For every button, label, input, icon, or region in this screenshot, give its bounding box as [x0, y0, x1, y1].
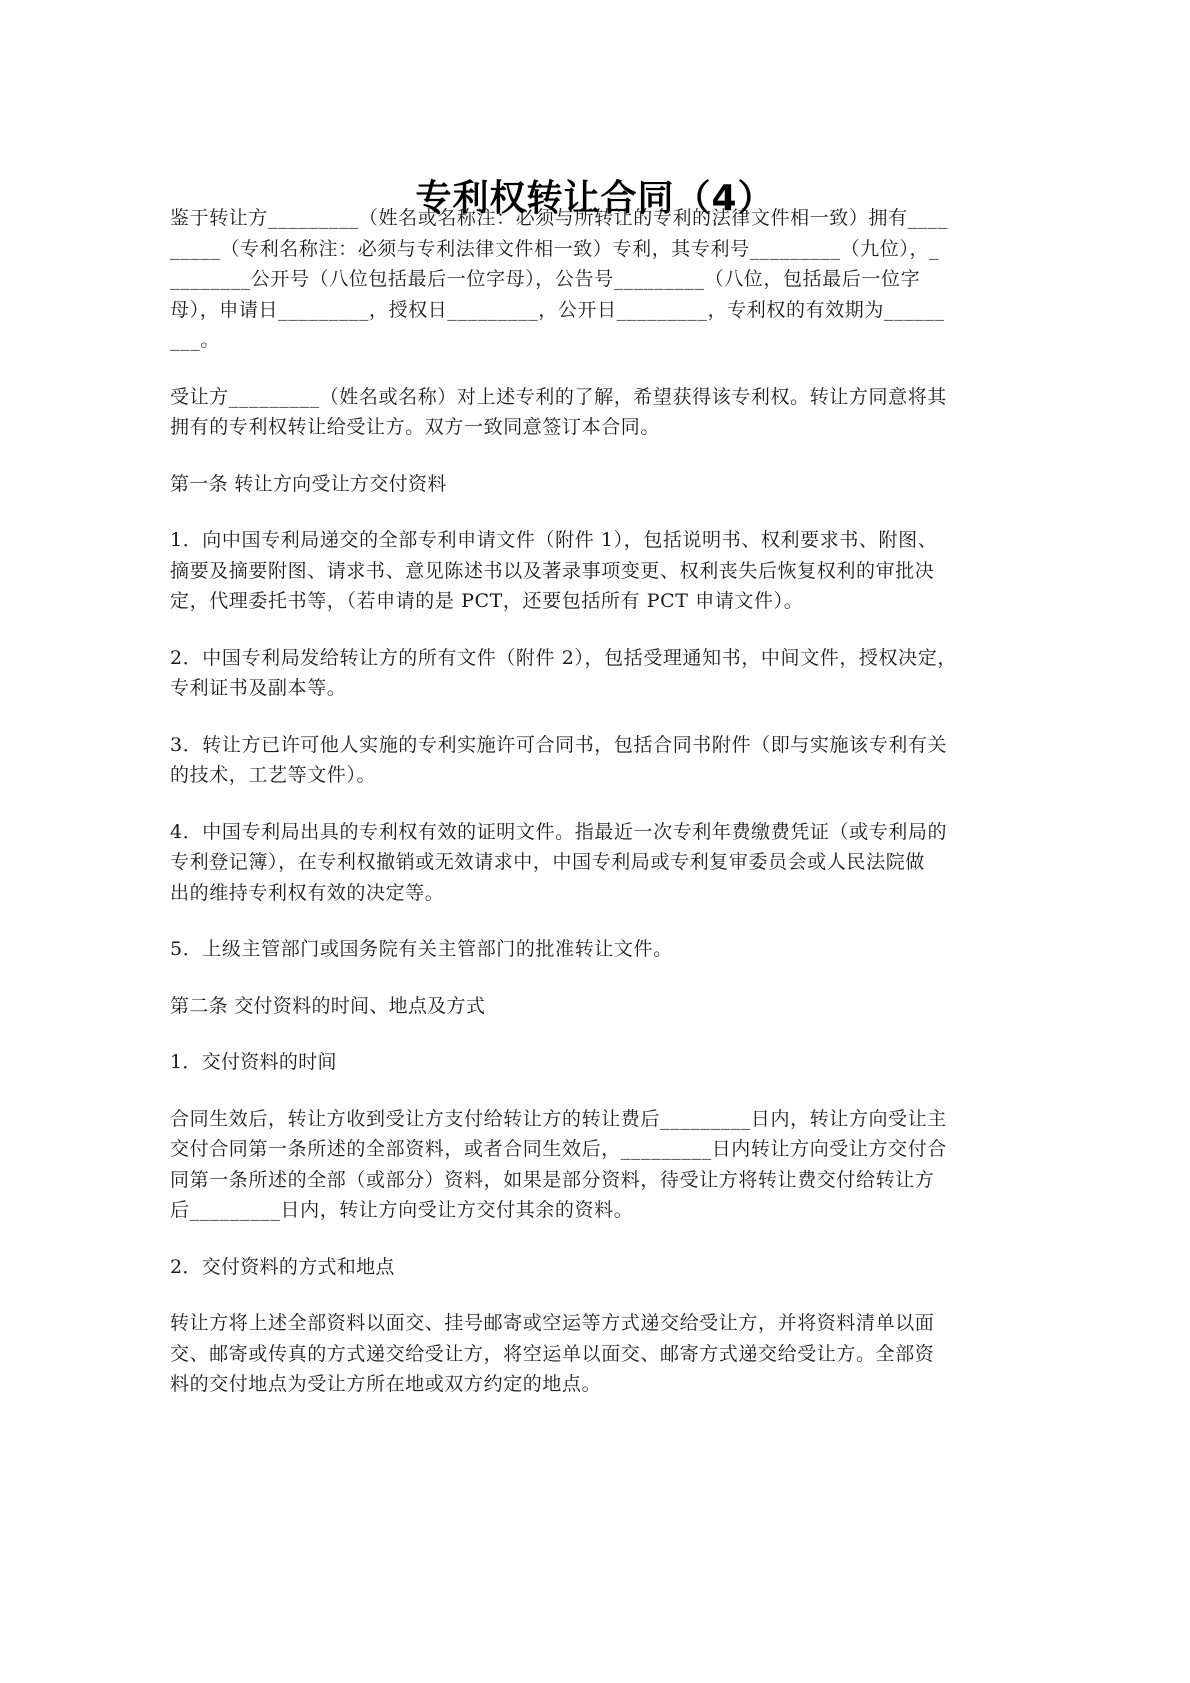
- text-line: 定，代理委托书等，（若申请的是 PCT，还要包括所有 PCT 申请文件）。: [170, 590, 804, 612]
- text-line: 的技术，工艺等文件）。: [170, 764, 377, 786]
- text-line: ________公开号（八位包括最后一位字母），公告号_________（八位，包括最后一位字: [170, 268, 921, 290]
- text-line: 4．中国专利局出具的专利权有效的证明文件。指最近一次专利年费缴费凭证（或专利局的: [170, 820, 948, 843]
- document-title: 专利权转让合同（4）: [415, 178, 775, 220]
- text-line: 专利登记簿），在专利权撤销或无效请求中，中国专利局或专利复审委员会或人民法院做: [170, 851, 925, 873]
- subsection-heading: 1．交付资料的时间: [170, 1051, 337, 1073]
- text-line: 料的交付地点为受让方所在地或双方约定的地点。: [170, 1373, 602, 1395]
- article-1-item-5: [170, 934, 1030, 965]
- document-body: [170, 203, 1030, 1426]
- article-1-item-3: [170, 730, 1030, 791]
- assignee-paragraph: [170, 382, 1030, 443]
- article-2-heading: [170, 991, 1030, 1022]
- text-line: 鉴于转让方_________（姓名或名称注：必须与所转让的专利的法律文件相一致）拥有____: [170, 207, 949, 229]
- text-line: 转让方将上述全部资料以面交、挂号邮寄或空运等方式递交给受让方，并将资料清单以面: [170, 1312, 935, 1334]
- text-line: 交付合同第一条所述的全部资料，或者合同生效后，_________日内转让方向受让方交付合: [170, 1138, 947, 1160]
- text-line: 拥有的专利权转让给受让方。双方一致同意签订本合同。: [170, 416, 661, 438]
- article-2-delivery-method-paragraph: [170, 1308, 1030, 1400]
- text-line: _____（专利名称注：必须与专利法律文件相一致）专利，其专利号_________（九位），_: [170, 237, 940, 260]
- text-line: 母），申请日_________，授权日_________，公开日_________，专利权的有效期为______: [170, 298, 945, 321]
- article-2-subheading-2: [170, 1252, 1030, 1283]
- article-1-heading: [170, 469, 1030, 500]
- text-line: 受让方_________（姓名或名称）对上述专利的了解，希望获得该专利权。转让方同意将其: [170, 385, 947, 408]
- text-line: 5．上级主管部门或国务院有关主管部门的批准转让文件。: [170, 938, 673, 960]
- article-1-item-4: [170, 817, 1030, 909]
- text-line: 交、邮寄或传真的方式递交给受让方，将空运单以面交、邮寄方式递交给受让方。全部资: [170, 1342, 935, 1365]
- text-line: 专利证书及副本等。: [170, 677, 347, 699]
- section-heading: 第二条 交付资料的时间、地点及方式: [170, 994, 486, 1017]
- article-1-item-2: [170, 643, 1030, 704]
- text-line: 合同生效后，转让方收到受让方支付给转让方的转让费后_________日内，转让方向受让主: [170, 1107, 947, 1130]
- text-line: 1．向中国专利局递交的全部专利申请文件（附件 1），包括说明书、权利要求书、附图、: [170, 529, 938, 551]
- text-line: 同第一条所述的全部（或部分）资料，如果是部分资料，待受让方将转让费交付给转让方: [170, 1168, 935, 1191]
- section-heading: 第一条 转让方向受让方交付资料: [170, 472, 447, 495]
- text-line: 出的维持专利权有效的决定等。: [170, 881, 445, 904]
- text-line: 摘要及摘要附图、请求书、意见陈述书以及著录事项变更、权利丧失后恢复权利的审批决: [170, 559, 935, 582]
- subsection-heading: 2．交付资料的方式和地点: [170, 1255, 395, 1278]
- article-2-subheading-1: [170, 1047, 1030, 1078]
- preamble-paragraph: [170, 203, 1030, 356]
- text-line: ___。: [170, 329, 220, 351]
- article-2-delivery-time-paragraph: [170, 1104, 1030, 1226]
- article-1-item-1: [170, 525, 1030, 617]
- text-line: 3．转让方已许可他人实施的专利实施许可合同书，包括合同书附件（即与实施该专利有关: [170, 733, 948, 756]
- text-line: 2．中国专利局发给转让方的所有文件（附件 2），包括受理通知书，中间文件，授权决定，: [170, 646, 957, 669]
- text-line: 后_________日内，转让方向受让方交付其余的资料。: [170, 1199, 634, 1221]
